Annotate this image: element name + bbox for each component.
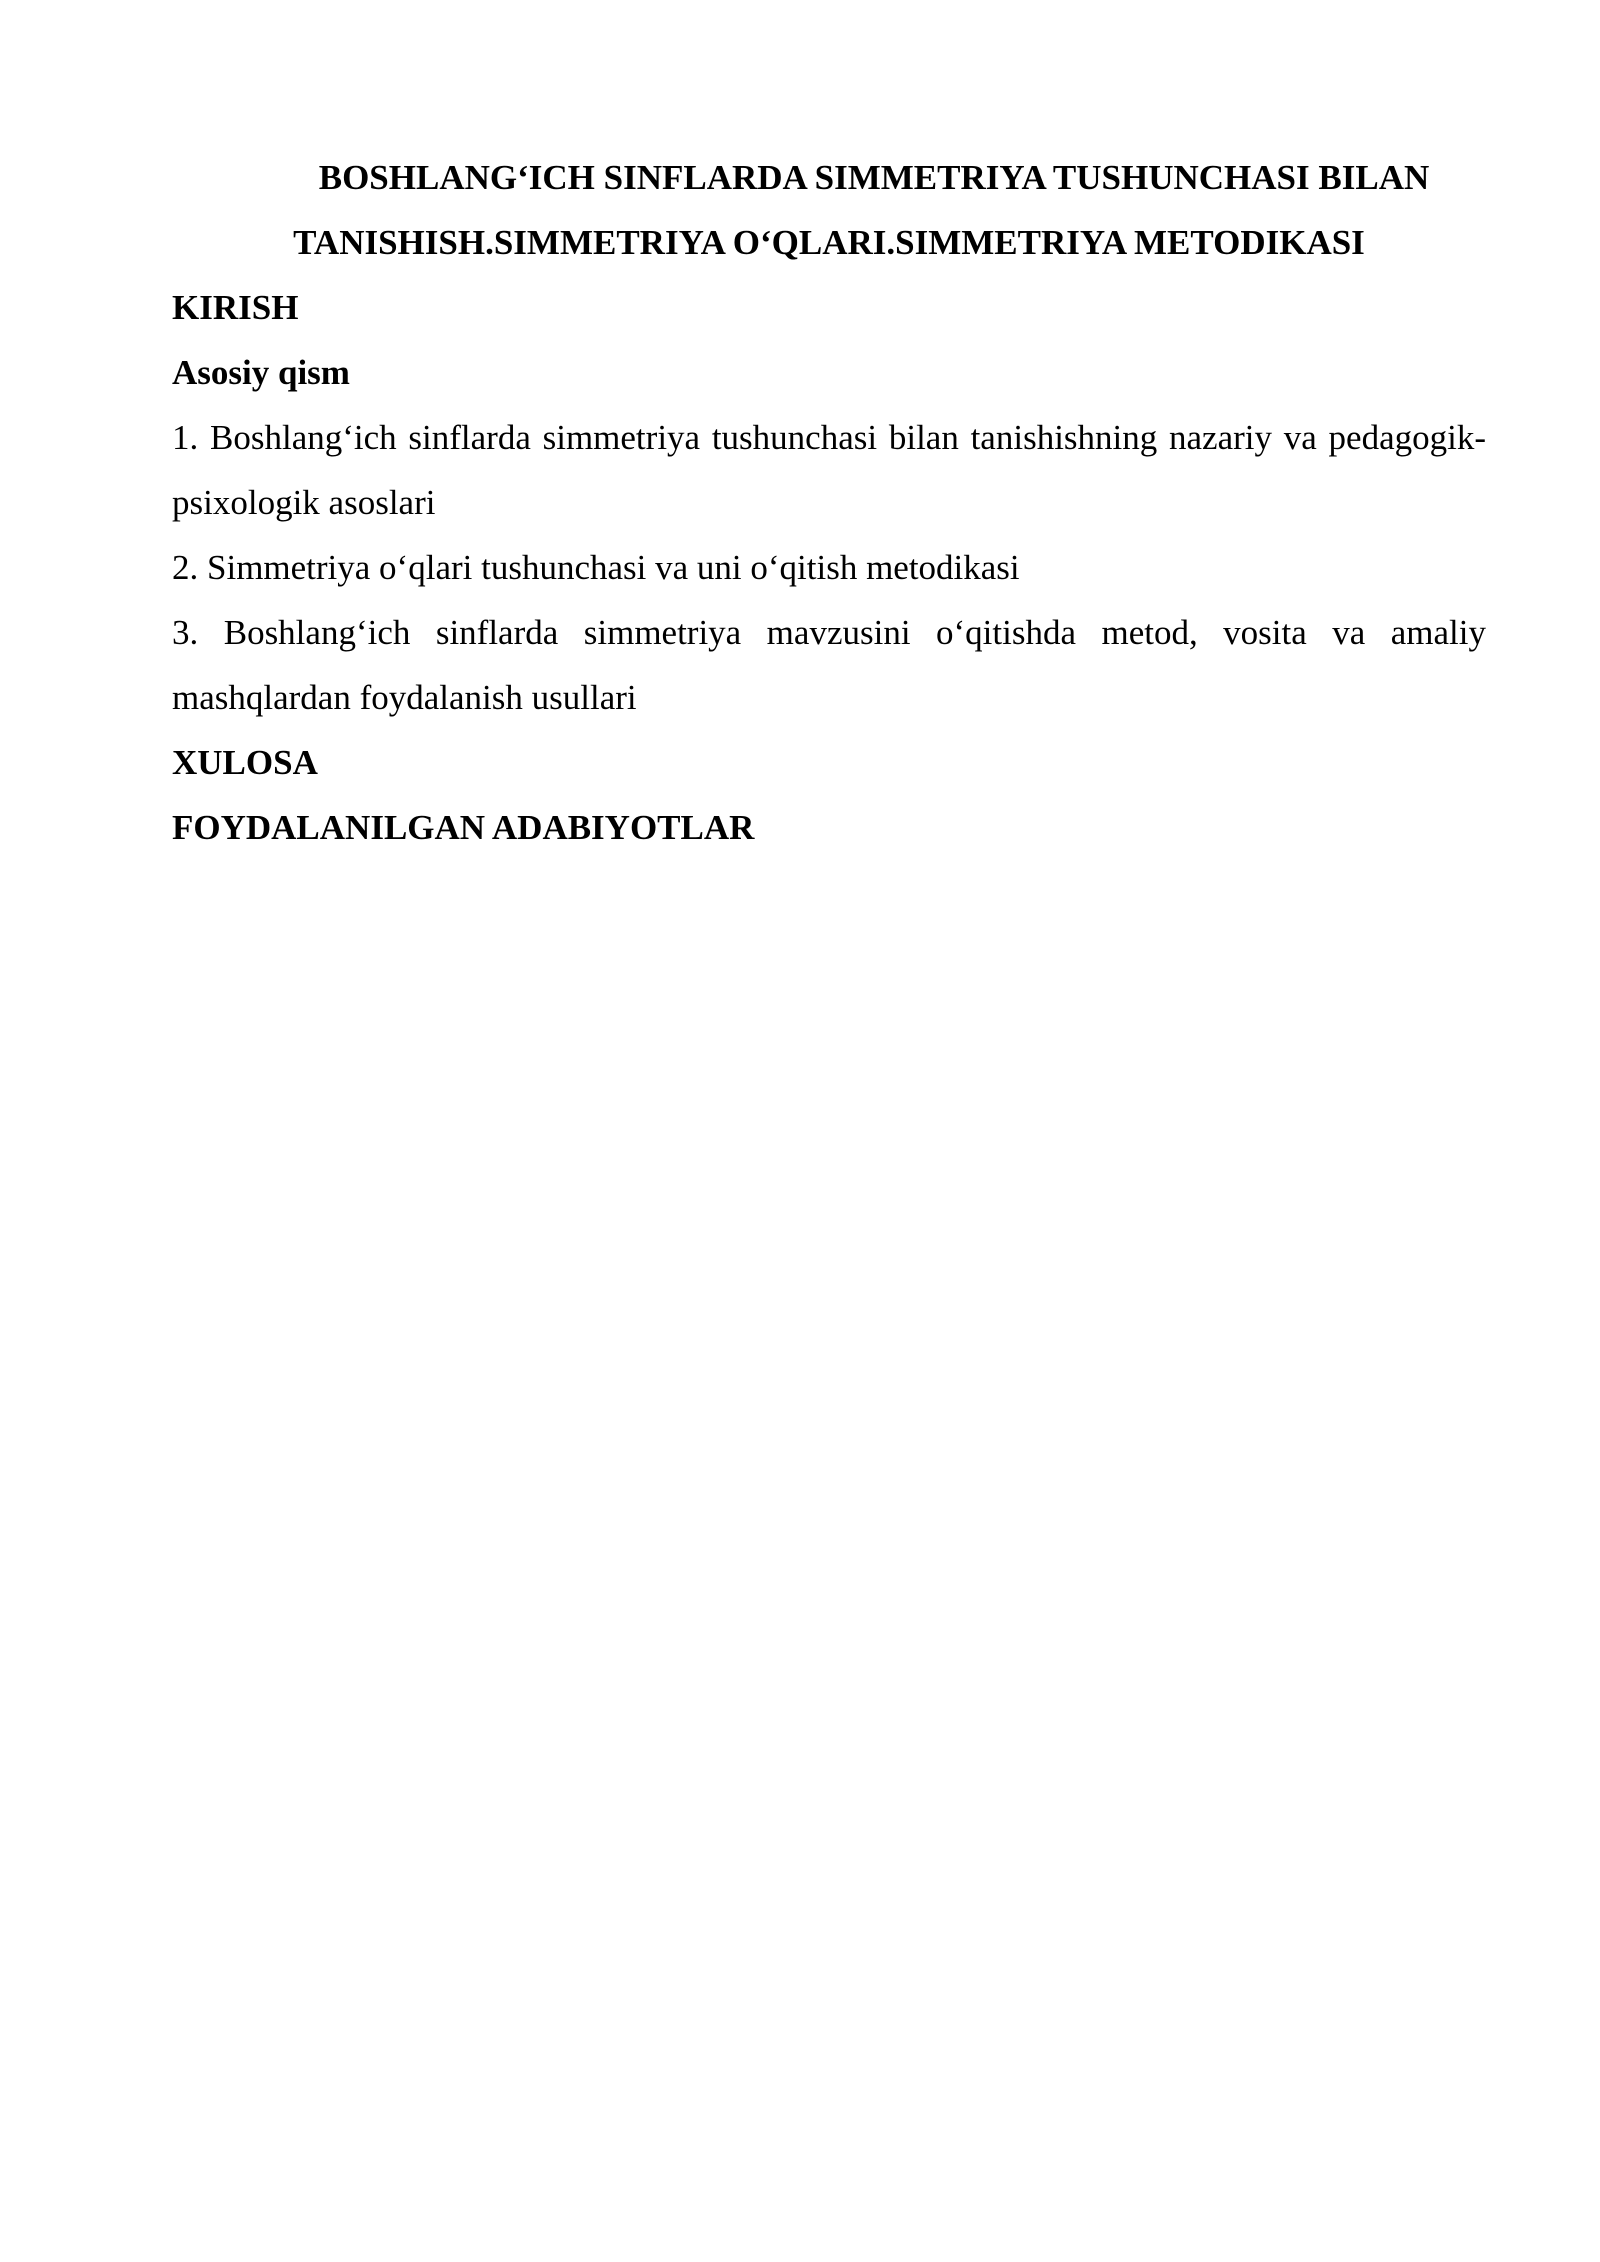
contents-item-1: 1. Boshlang‘ich sinflarda simmetriya tushunchasi bilan tanishishning nazariy va pedagogik-psixologik asoslari <box>172 418 1486 522</box>
document-content <box>172 145 1486 860</box>
title-line-2: TANISHISH.SIMMETRIYA O‘QLARI.SIMMETRIYA METODIKASI <box>293 223 1365 262</box>
document-title <box>172 145 1486 275</box>
main-part-heading: Asosiy qism <box>172 353 350 392</box>
intro-heading: KIRISH <box>172 288 299 327</box>
contents-item-3: 3. Boshlang‘ich sinflarda simmetriya mavzusini o‘qitishda metod, vosita va amaliy mashqlardan foydalanish usullari <box>172 613 1486 717</box>
contents-item-2: 2. Simmetriya o‘qlari tushunchasi va uni o‘qitish metodikasi <box>172 548 1020 587</box>
conclusion-heading: XULOSA <box>172 743 318 782</box>
title-line-1: BOSHLANG‘ICH SINFLARDA SIMMETRIYA TUSHUNCHASI BILAN <box>318 158 1430 197</box>
references-heading: FOYDALANILGAN ADABIYOTLAR <box>172 808 755 847</box>
